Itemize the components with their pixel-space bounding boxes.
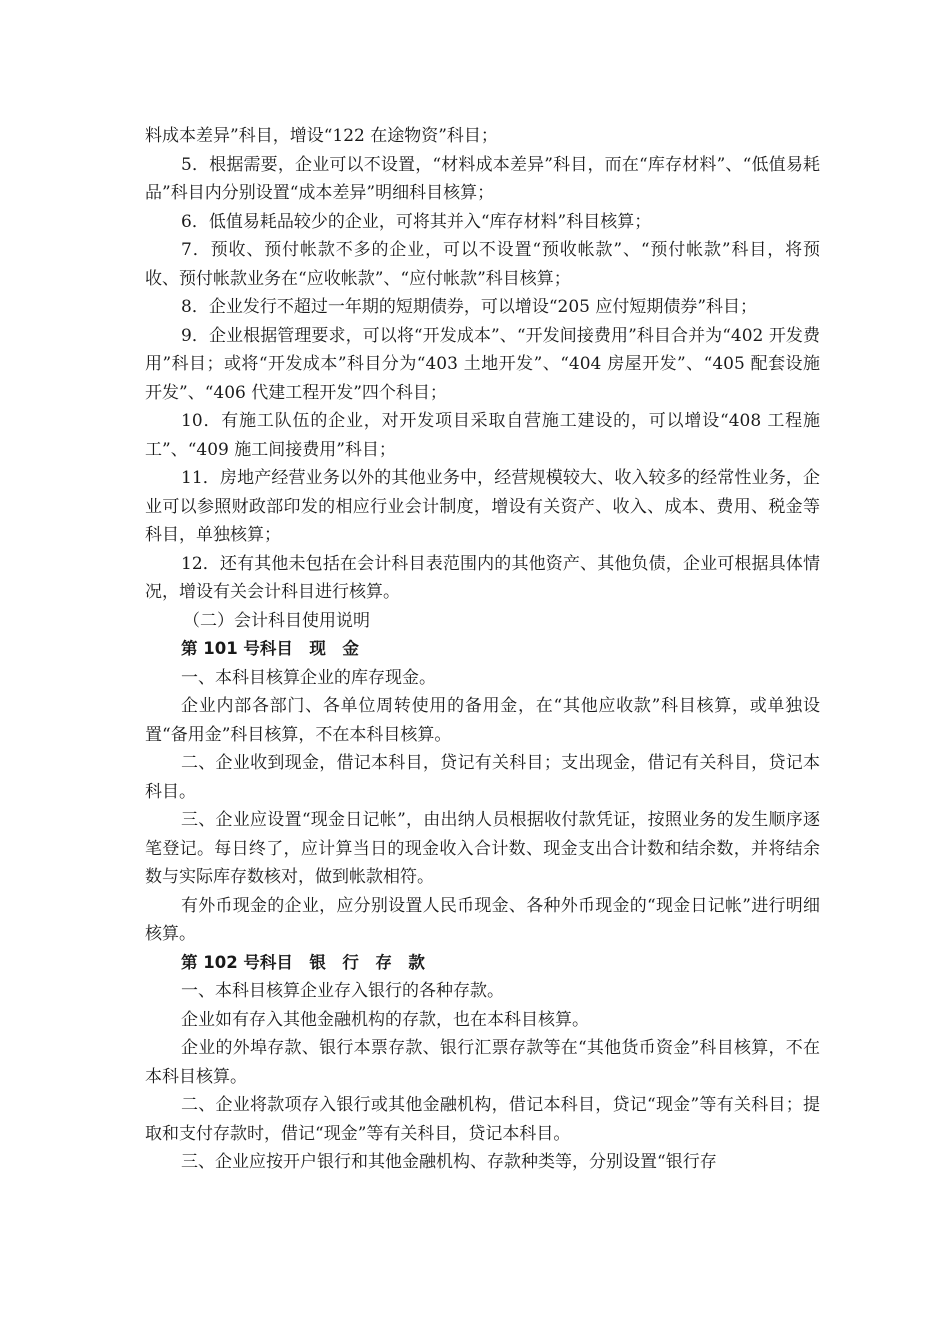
- paragraph-101-1: 一、本科目核算企业的库存现金。: [181, 667, 436, 688]
- section-subheading: （二）会计科目使用说明: [183, 610, 370, 631]
- paragraph-continuation: 料成本差异”科目，增设“122 在途物资”科目；: [145, 126, 498, 146]
- account-heading-101: 第 101 号科目 现 金: [181, 639, 359, 658]
- paragraph-item-5: 5．根据需要，企业可以不设置，“材料成本差异”科目，而在“库存材料”、“低值易耗品”科目内分别设置“成本差异”明细科目核算；: [145, 154, 820, 203]
- paragraph-item-6: 6．低值易耗品较少的企业，可将其并入“库存材料”科目核算；: [181, 211, 652, 232]
- paragraph-102-1c: 企业的外埠存款、银行本票存款、银行汇票存款等在“其他货币资金”科目核算，不在本科目核算。: [145, 1038, 820, 1087]
- paragraph-item-10: 10．有施工队伍的企业，对开发项目采取自营施工建设的，可以增设“408 工程施工”、“409 施工间接费用”科目；: [145, 411, 820, 460]
- paragraph-102-2: 二、企业将款项存入银行或其他金融机构，借记本科目，贷记“现金”等有关科目；提取和支付存款时，借记“现金”等有关科目，贷记本科目。: [145, 1095, 820, 1144]
- paragraph-item-11: 11．房地产经营业务以外的其他业务中，经营规模较大、收入较多的经常性业务，企业可以参照财政部印发的相应行业会计制度，增设有关资产、收入、成本、费用、税金等科目，单独核算；: [145, 468, 820, 545]
- paragraph-101-3: 三、企业应设置“现金日记帐”，由出纳人员根据收付款凭证，按照业务的发生顺序逐笔登记。每日终了，应计算当日的现金收入合计数、现金支出合计数和结余数，并将结余数与实际库存数核对，做到帐款相符。: [145, 810, 820, 887]
- paragraph-item-9: 9．企业根据管理要求，可以将“开发成本”、“开发间接费用”科目合并为“402 开发费用”科目；或将“开发成本”科目分为“403 土地开发”、“404 房屋开发”、“405 配套设施开发”、“406 代建工程开发”四个科目；: [145, 325, 820, 403]
- paragraph-101-1b: 企业内部各部门、各单位周转使用的备用金，在“其他应收款”科目核算，或单独设置“备用金”科目核算，不在本科目核算。: [145, 696, 820, 745]
- paragraph-102-1: 一、本科目核算企业存入银行的各种存款。: [181, 981, 504, 1001]
- paragraph-102-3: 三、企业应按开户银行和其他金融机构、存款种类等，分别设置“银行存: [181, 1152, 717, 1172]
- account-heading-102: 第 102 号科目 银 行 存 款: [181, 952, 425, 972]
- paragraph-101-3b: 有外币现金的企业，应分别设置人民币现金、各种外币现金的“现金日记帐”进行明细核算。: [145, 895, 820, 944]
- paragraph-item-8: 8．企业发行不超过一年期的短期债券，可以增设“205 应付短期债券”科目；: [181, 297, 758, 317]
- paragraph-item-12: 12．还有其他未包括在会计科目表范围内的其他资产、其他负债，企业可根据具体情况，增设有关会计科目进行核算。: [145, 553, 820, 602]
- paragraph-101-2: 二、企业收到现金，借记本科目，贷记有关科目；支出现金，借记有关科目，贷记本科目。: [145, 753, 820, 802]
- paragraph-102-1b: 企业如有存入其他金融机构的存款，也在本科目核算。: [181, 1009, 589, 1030]
- paragraph-item-7: 7．预收、预付帐款不多的企业，可以不设置“预收帐款”、“预付帐款”科目，将预收、预付帐款业务在“应收帐款”、“应付帐款”科目核算；: [145, 240, 820, 289]
- document-page: [145, 122, 820, 1177]
